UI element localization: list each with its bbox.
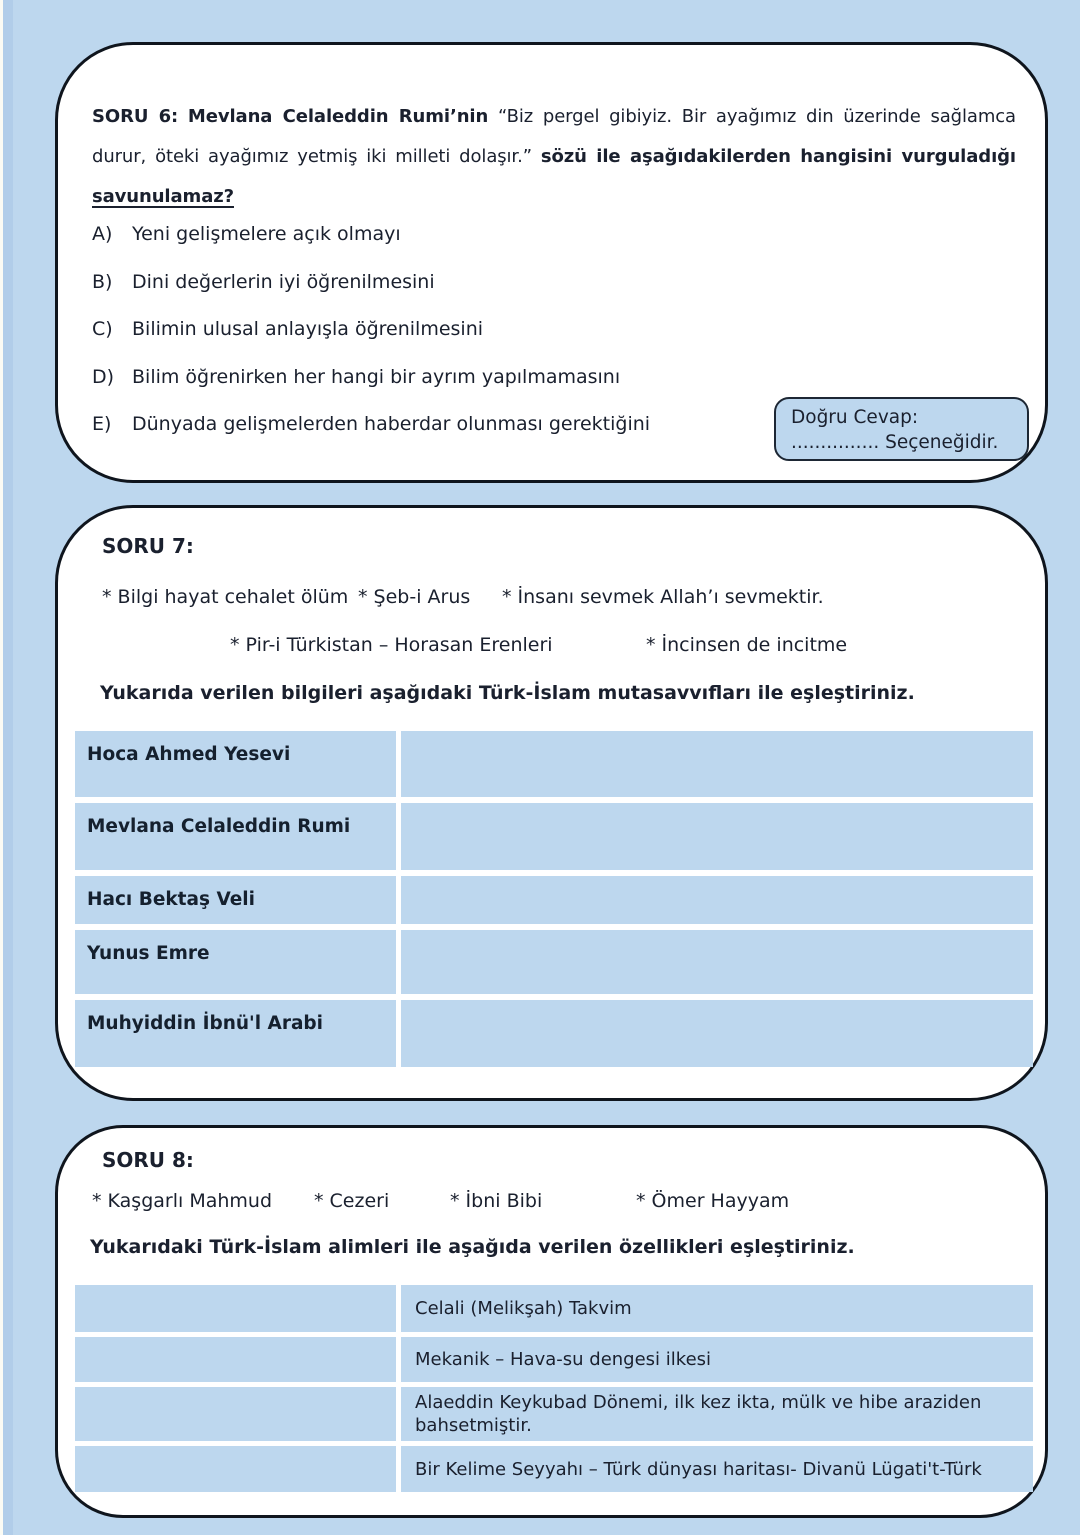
q6-option-c: [92, 318, 812, 366]
q7-clue-3: * İnsanı sevmek Allah’ı sevmektir.: [502, 586, 824, 608]
q8-clue-2: * Cezeri: [314, 1190, 390, 1212]
correct-answer-box: [774, 397, 1029, 461]
q7-name-cell: Hoca Ahmed Yesevi: [75, 731, 396, 797]
option-text: Dünyada gelişmelerden haberdar olunması gerektiğini: [132, 413, 651, 435]
q7-clue-5: * İncinsen de incitme: [646, 634, 848, 656]
q7-answer-cell[interactable]: [401, 930, 1033, 994]
q8-feature-cell: Mekanik – Hava-su dengesi ilkesi: [401, 1337, 1033, 1382]
q7-answer-cell[interactable]: [401, 731, 1033, 797]
q7-clue-2: * Şeb-i Arus: [358, 586, 471, 608]
q6-underlined-word: savunulamaz?: [92, 186, 234, 207]
q8-matching-table: [75, 1285, 1033, 1492]
q7-name-cell: Mevlana Celaleddin Rumi: [75, 803, 396, 870]
option-letter: E): [92, 413, 112, 435]
q6-option-e: [92, 413, 812, 461]
question-7-card: [55, 505, 1048, 1101]
q8-blank-cell[interactable]: [75, 1446, 396, 1492]
correct-answer-blank[interactable]: ............... Seçeneğidir.: [791, 432, 999, 453]
option-letter: D): [92, 365, 115, 388]
q8-clue-4: * Ömer Hayyam: [636, 1190, 790, 1212]
question-8-card: [55, 1125, 1048, 1518]
q6-emphasis: sözü ile aşağıdakilerden hangisini vurguladığı: [540, 146, 1016, 167]
option-text: Bilim öğrenirken her hangi bir ayrım yapılmamasını: [132, 365, 621, 388]
q6-options-list: [92, 223, 812, 461]
option-text: Bilimin ulusal anlayışla öğrenilmesini: [132, 318, 484, 340]
q6-question-text: [92, 97, 1016, 217]
q7-label: SORU 7:: [102, 534, 194, 558]
q6-option-a: [92, 223, 812, 271]
option-text: Yeni gelişmelere açık olmayı: [132, 223, 401, 245]
q8-clue-3: * İbni Bibi: [450, 1190, 543, 1212]
q8-feature-cell: Celali (Melikşah) Takvim: [401, 1285, 1033, 1332]
q7-instruction: Yukarıda verilen bilgileri aşağıdaki Türk-İslam mutasavvıfları ile eşleştiriniz.: [100, 682, 915, 704]
q7-name-cell: Hacı Bektaş Veli: [75, 876, 396, 924]
question-6-card: [55, 42, 1048, 483]
option-letter: C): [92, 318, 113, 340]
q8-blank-cell[interactable]: [75, 1285, 396, 1332]
q7-name-cell: Muhyiddin İbnü'l Arabi: [75, 1000, 396, 1067]
q6-option-b: [92, 271, 812, 319]
q7-answer-cell[interactable]: [401, 1000, 1033, 1067]
q7-clue-4: * Pir-i Türkistan – Horasan Erenleri: [230, 634, 553, 656]
q8-clue-1: * Kaşgarlı Mahmud: [92, 1190, 273, 1212]
correct-answer-label: Doğru Cevap:: [791, 407, 919, 428]
q6-option-d: [92, 366, 812, 414]
q8-blank-cell[interactable]: [75, 1337, 396, 1382]
option-letter: A): [92, 223, 113, 245]
q7-name-cell: Yunus Emre: [75, 930, 396, 994]
q6-label: SORU 6:: [92, 106, 179, 127]
q7-answer-cell[interactable]: [401, 803, 1033, 870]
page-left-edge-strip: [3, 0, 13, 1535]
q7-matching-table: [75, 731, 1033, 1067]
option-letter: B): [92, 270, 113, 293]
q6-quote: “Biz pergel gibiyiz. Bir ayağımız din üzerinde sağlamca durur, öteki ayağımız yetmiş iki milleti dolaşır.”: [92, 106, 1016, 167]
q8-feature-cell: Alaeddin Keykubad Dönemi, ilk kez ikta, mülk ve hibe araziden bahsetmiştir.: [401, 1387, 1033, 1441]
q8-label: SORU 8:: [102, 1148, 194, 1172]
option-text: Dini değerlerin iyi öğrenilmesini: [132, 270, 435, 293]
q7-answer-cell[interactable]: [401, 876, 1033, 924]
q6-author: Mevlana Celaleddin Rumi’nin: [187, 106, 489, 127]
q7-clue-1: * Bilgi hayat cehalet ölüm: [102, 586, 349, 608]
q8-instruction: Yukarıdaki Türk-İslam alimleri ile aşağıda verilen özellikleri eşleştiriniz.: [90, 1236, 855, 1258]
q8-blank-cell[interactable]: [75, 1387, 396, 1441]
q8-feature-cell: Bir Kelime Seyyahı – Türk dünyası haritası- Divanü Lügati't-Türk: [401, 1446, 1033, 1492]
